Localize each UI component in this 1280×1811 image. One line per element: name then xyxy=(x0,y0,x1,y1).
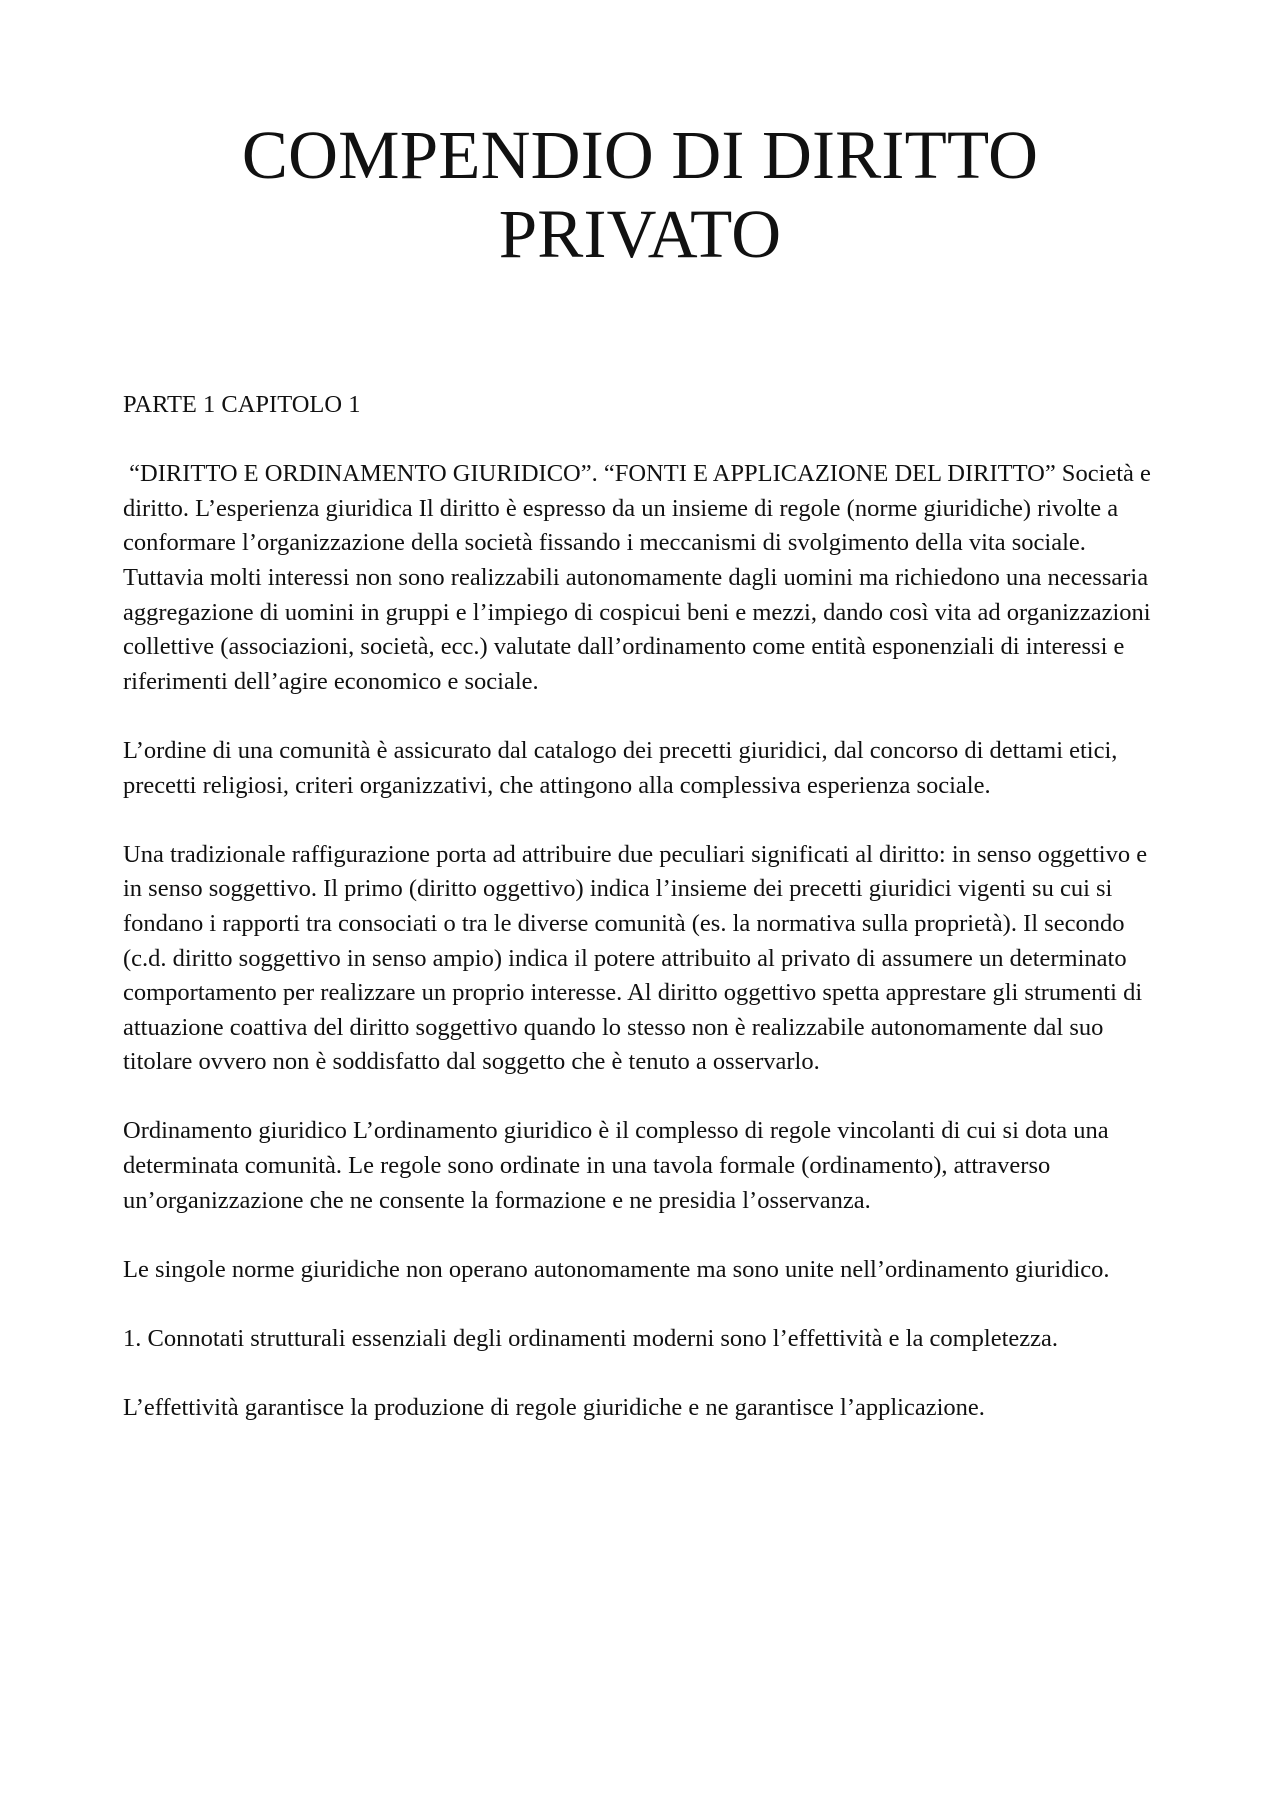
paragraph-2: L’ordine di una comunità è assicurato dal catalogo dei precetti giuridici, dal concorso di dettami etici, precetti religiosi, criteri organizzativi, che attingono alla complessiva esperienza sociale. xyxy=(123,736,1118,799)
document-title-line-2: PRIVATO xyxy=(498,196,782,272)
paragraph-3: Una tradizionale raffigurazione porta ad attribuire due peculiari significati al diritto: in senso oggettivo e in senso soggettivo. Il primo (diritto oggettivo) indica l’insieme dei precetti giuridici vigenti su cui si fondano i rapporti tra consociati o tra le diverse comunità (es. la normativa sulla proprietà). Il secondo (c.d. diritto soggettivo in senso ampio) indica il potere attribuito al privato di assumere un determinato comportamento per realizzare un proprio interesse. Al diritto oggettivo spetta apprestare gli strumenti di attuazione coattiva del diritto soggettivo quando lo stesso non è realizzabile autonomamente dal suo titolare ovvero non è soddisfatto dal soggetto che è tenuto a osservarlo. xyxy=(123,840,1148,1076)
paragraph-7: L’effettività garantisce la produzione di regole giuridiche e ne garantisce l’applicazione. xyxy=(123,1394,985,1422)
paragraph-5: Le singole norme giuridiche non operano autonomamente ma sono unite nell’ordinamento giuridico. xyxy=(123,1255,1110,1283)
document-title-line-1: COMPENDIO DI DIRITTO xyxy=(241,117,1039,193)
section-heading: PARTE 1 CAPITOLO 1 xyxy=(123,391,361,418)
paragraph-6: 1. Connotati strutturali essenziali degli ordinamenti moderni sono l’effettività e la completezza. xyxy=(123,1325,1059,1353)
paragraph-4: Ordinamento giuridico L’ordinamento giuridico è il complesso di regole vincolanti di cui si dota una determinata comunità. Le regole sono ordinate in una tavola formale (ordinamento), attraverso un’organizzazione che ne consente la formazione e ne presidia l’osservanza. xyxy=(123,1117,1109,1214)
document-body xyxy=(123,388,1168,1460)
paragraph-1: “DIRITTO E ORDINAMENTO GIURIDICO”. “FONTI E APPLICAZIONE DEL DIRITTO” Società e diritto. L’esperienza giuridica Il diritto è espresso da un insieme di regole (norme giuridiche) rivolte a conformare l’organizzazione della società fissando i meccanismi di svolgimento della vita sociale. Tuttavia molti interessi non sono realizzabili autonomamente dagli uomini ma richiedono una necessaria aggregazione di uomini in gruppi e l’impiego di cospicui beni e mezzi, dando così vita ad organizzazioni collettive (associazioni, società, ecc.) valutate dall’ordinamento come entità esponenziali di interessi e riferimenti dell’agire economico e sociale. xyxy=(123,460,1158,695)
document-title xyxy=(0,116,1280,274)
